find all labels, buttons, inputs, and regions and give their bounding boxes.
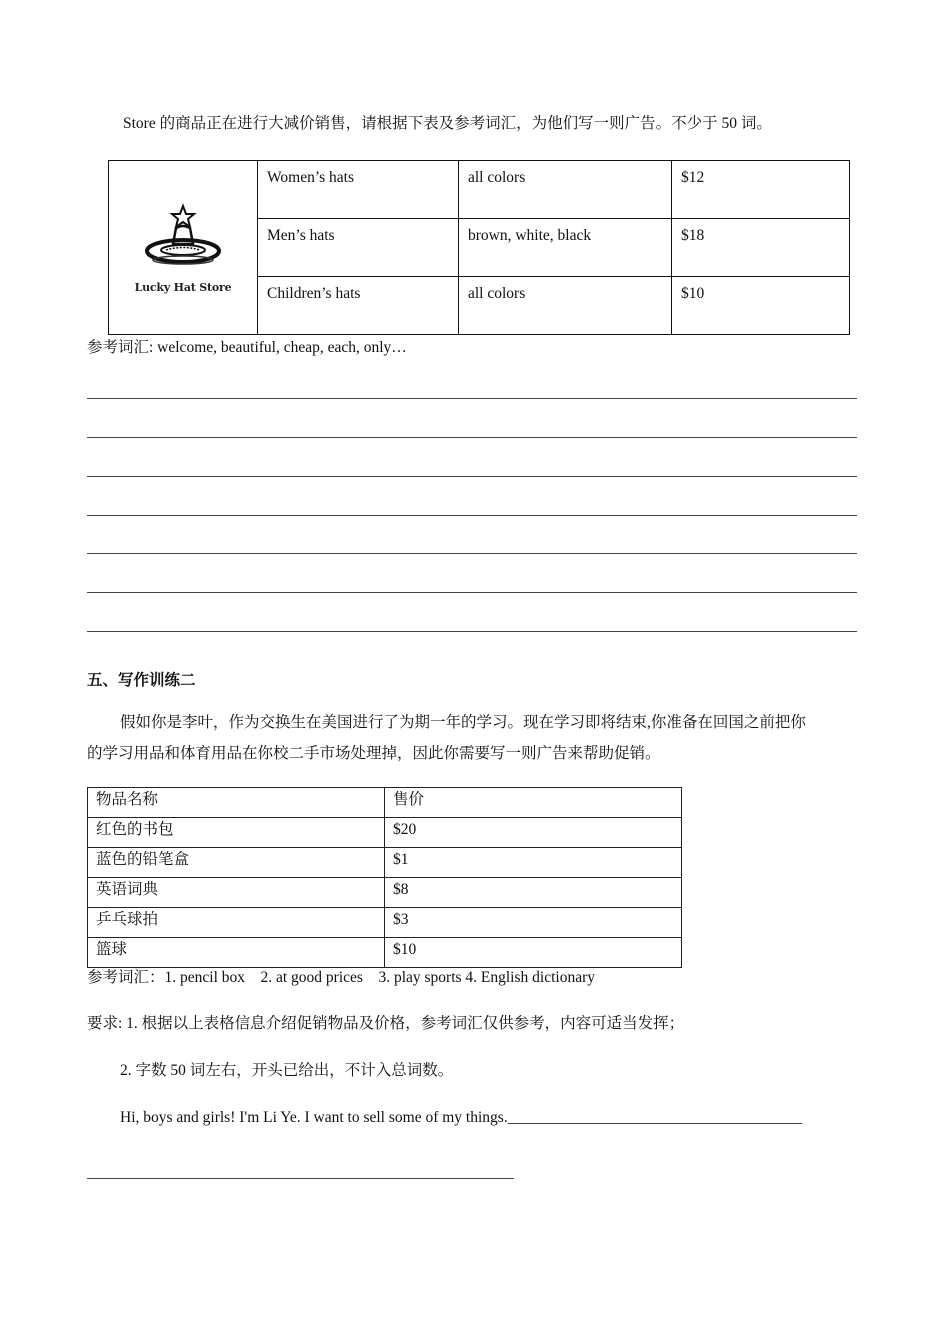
answer-line[interactable] [87, 515, 857, 516]
store-logo-text: Lucky Hat Store [134, 280, 232, 294]
hat-price: $12 [672, 161, 850, 219]
hat-item: Children’s hats [258, 277, 459, 335]
table-header-row [88, 788, 682, 818]
goods-item: 乒乓球拍 [88, 908, 385, 938]
table-row [88, 908, 682, 938]
requirement-2: 2. 字数 50 词左右，开头已给出，不计入总词数。 [120, 1062, 454, 1079]
intro-text: Store 的商品正在进行大减价销售，请根据下表及参考词汇，为他们写一则广告。不少于 50 词。 [123, 115, 772, 132]
goods-item: 蓝色的铅笔盒 [88, 848, 385, 878]
goods-price-table [87, 787, 682, 968]
goods-price: $10 [385, 938, 682, 968]
answer-line[interactable] [87, 631, 857, 632]
hat-item: Men’s hats [258, 219, 459, 277]
answer-line[interactable] [87, 592, 857, 593]
answer-line[interactable] [87, 1178, 514, 1179]
goods-price: $3 [385, 908, 682, 938]
hat-colors: all colors [459, 161, 672, 219]
prompt-line-2: 的学习用品和体育用品在你校二手市场处理掉，因此你需要写一则广告来帮助促销。 [87, 745, 661, 762]
table-row [88, 878, 682, 908]
column-header-item: 物品名称 [88, 788, 385, 818]
hat-price-table [108, 160, 850, 335]
section-heading: 五、写作训练二 [87, 671, 196, 689]
hat-price: $10 [672, 277, 850, 335]
table-row [109, 161, 850, 219]
hat-colors: all colors [459, 277, 672, 335]
goods-price: $8 [385, 878, 682, 908]
requirement-1: 要求: 1. 根据以上表格信息介绍促销物品及价格，参考词汇仅供参考，内容可适当发挥； [87, 1015, 685, 1032]
goods-item: 英语词典 [88, 878, 385, 908]
table-row [88, 938, 682, 968]
table-row [88, 848, 682, 878]
store-logo-cell [109, 161, 258, 335]
goods-item: 篮球 [88, 938, 385, 968]
prompt-line-1: 假如你是李叶，作为交换生在美国进行了为期一年的学习。现在学习即将结束,你准备在回国之前把你 [120, 714, 806, 731]
writing-start-line: Hi, boys and girls! I'm Li Ye. I want to sell some of my things.______________________________________ [120, 1109, 803, 1126]
goods-price: $20 [385, 818, 682, 848]
column-header-price: 售价 [385, 788, 682, 818]
hat-logo-icon [133, 202, 233, 292]
table-row [88, 818, 682, 848]
answer-line[interactable] [87, 476, 857, 477]
reference-words-2: 参考词汇：1. pencil box 2. at good prices 3. play sports 4. English dictionary [87, 969, 595, 986]
goods-price: $1 [385, 848, 682, 878]
hat-price: $18 [672, 219, 850, 277]
goods-item: 红色的书包 [88, 818, 385, 848]
hat-colors: brown, white, black [459, 219, 672, 277]
answer-line[interactable] [87, 398, 857, 399]
reference-words-1: 参考词汇: welcome, beautiful, cheap, each, only… [87, 339, 407, 356]
answer-line[interactable] [87, 437, 857, 438]
hat-item: Women’s hats [258, 161, 459, 219]
answer-line[interactable] [87, 553, 857, 554]
